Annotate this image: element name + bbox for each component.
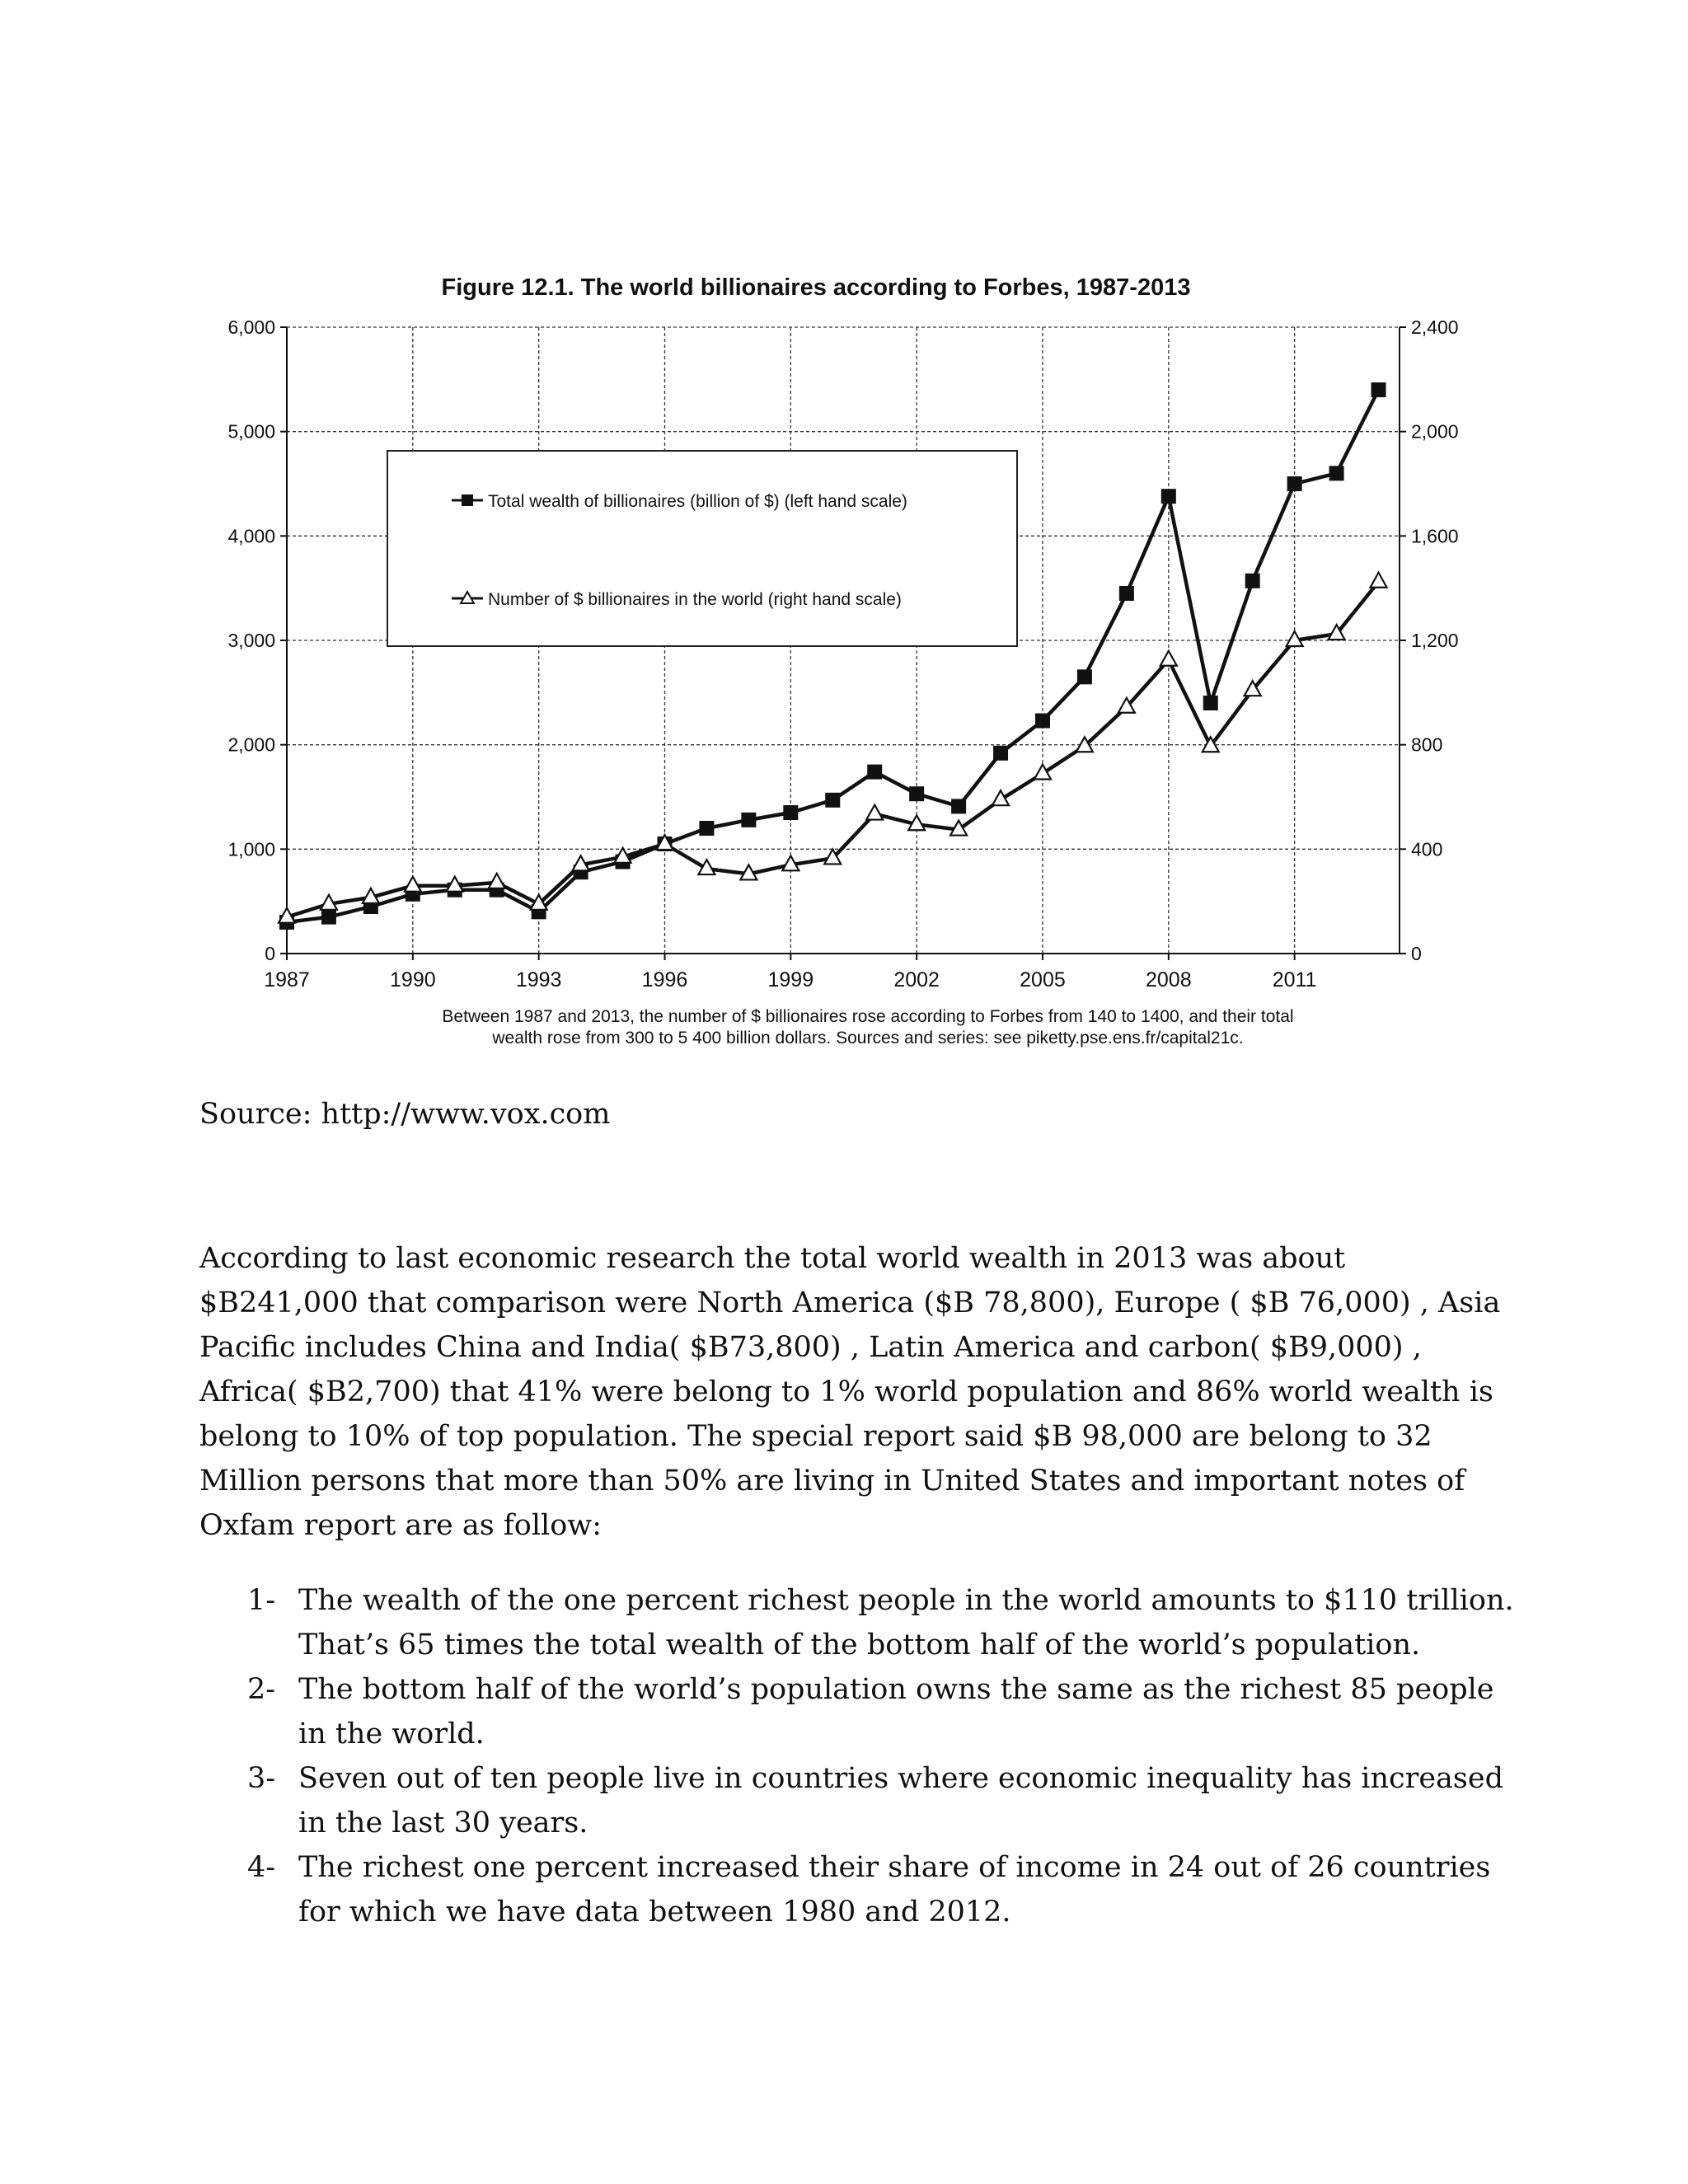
data-point-wealth	[699, 821, 714, 836]
tick-label-right: 400	[1411, 838, 1443, 860]
tick-label-right: 2,400	[1411, 316, 1459, 338]
list-item-text: The richest one percent increased their share of income in 24 out of 26 countries for which we have data between 1980 and 2012.	[298, 1851, 1491, 1929]
data-point-wealth	[909, 786, 924, 801]
data-point-count	[866, 805, 883, 820]
data-point-count	[489, 874, 505, 888]
data-point-wealth	[1203, 696, 1218, 710]
list-item	[247, 1578, 1517, 1667]
list-item	[247, 1756, 1517, 1845]
data-point-wealth	[321, 910, 336, 925]
data-point-wealth	[783, 805, 798, 820]
list-item-text: Seven out of ten people live in countries where economic inequality has increased in the last 30 years.	[298, 1762, 1504, 1840]
legend-box	[387, 451, 1017, 646]
data-point-wealth	[1245, 574, 1260, 588]
tick-label-left: 6,000	[227, 316, 275, 338]
tick-label-x: 1996	[641, 968, 688, 991]
tick-label-right: 800	[1411, 733, 1443, 756]
tick-label-x: 1999	[767, 968, 814, 991]
list-item-text: The wealth of the one percent richest people in the world amounts to $110 trillion. That’s 65 times the total wealth of the bottom half of the world’s population.	[298, 1584, 1514, 1661]
tick-label-x: 1993	[515, 968, 562, 991]
tick-label-left: 2,000	[227, 733, 275, 756]
data-point-wealth	[1119, 586, 1134, 601]
data-point-wealth	[1035, 714, 1050, 729]
tick-label-x: 2011	[1272, 968, 1317, 991]
tick-label-right: 1,600	[1411, 525, 1459, 547]
chart-title: Figure 12.1. The world billionaires according to Forbes, 1987-2013	[441, 274, 1191, 301]
tick-label-left: 5,000	[227, 420, 275, 443]
tick-label-x: 2002	[893, 968, 940, 991]
tick-label-left: 4,000	[227, 525, 275, 547]
legend-label-wealth: Total wealth of billionaires (billion of $) (left hand scale)	[488, 492, 907, 511]
data-point-wealth	[1372, 382, 1386, 397]
legend-marker-wealth	[462, 494, 473, 506]
data-point-wealth	[1287, 476, 1302, 491]
data-point-count	[1160, 651, 1177, 666]
data-point-wealth	[1329, 466, 1344, 480]
billionaires-chart	[190, 264, 1492, 1071]
tick-label-x: 2005	[1020, 968, 1066, 991]
data-point-wealth	[741, 813, 756, 827]
tick-label-x: 1987	[264, 968, 310, 991]
tick-label-x: 2008	[1145, 968, 1192, 991]
tick-label-left: 0	[265, 943, 275, 964]
data-point-count	[1371, 573, 1387, 588]
data-point-wealth	[1077, 669, 1092, 684]
legend-label-count: Number of $ billionaires in the world (right hand scale)	[488, 590, 902, 609]
data-point-wealth	[951, 799, 966, 813]
list-item-number: 4-	[247, 1851, 276, 1884]
data-point-wealth	[867, 765, 882, 780]
tick-label-x: 1990	[390, 968, 436, 991]
list-item-number: 1-	[247, 1584, 276, 1617]
list-item-number: 3-	[247, 1762, 276, 1795]
tick-label-right: 0	[1411, 943, 1422, 964]
chart-caption-line-1: Between 1987 and 2013, the number of $ billionaires rose according to Forbes from 140 to 1400, and their total	[442, 1007, 1294, 1026]
list-item-text: The bottom half of the world’s population owns the same as the richest 85 people in the world.	[298, 1673, 1494, 1750]
tick-label-left: 1,000	[227, 838, 275, 860]
tick-label-right: 1,200	[1411, 630, 1459, 651]
tick-label-left: 3,000	[227, 630, 275, 651]
oxfam-notes-list	[247, 1578, 1517, 1934]
data-point-wealth	[825, 793, 840, 808]
list-item	[247, 1845, 1517, 1934]
chart-caption-line-2: wealth rose from 300 to 5 400 billion dollars. Sources and series: see piketty.pse.ens.fr/capital21c.	[492, 1029, 1244, 1047]
data-point-wealth	[993, 746, 1008, 761]
body-paragraph: According to last economic research the total world wealth in 2013 was about $B241,000 that comparison were North America ($B 78,800), Europe ( $B 76,000) , Asia Pacific includes China and India( $B73,800) , Latin America and carbon( $B9,000) , Africa( $B2,700) that 41% were belong to 1% world population and 86% world wealth is belong to 10% of top population. The special report said $B 98,000 are belong to 32 Million persons that more than 50% are living in United States and important notes of Oxfam report are as follow:	[199, 1242, 1501, 1542]
tick-label-right: 2,000	[1411, 420, 1459, 443]
data-point-wealth	[1161, 489, 1176, 504]
list-item	[247, 1667, 1517, 1756]
source-line: Source: http://www.vox.com	[199, 1098, 611, 1131]
chart-legend	[387, 451, 1017, 646]
list-item-number: 2-	[247, 1673, 276, 1706]
